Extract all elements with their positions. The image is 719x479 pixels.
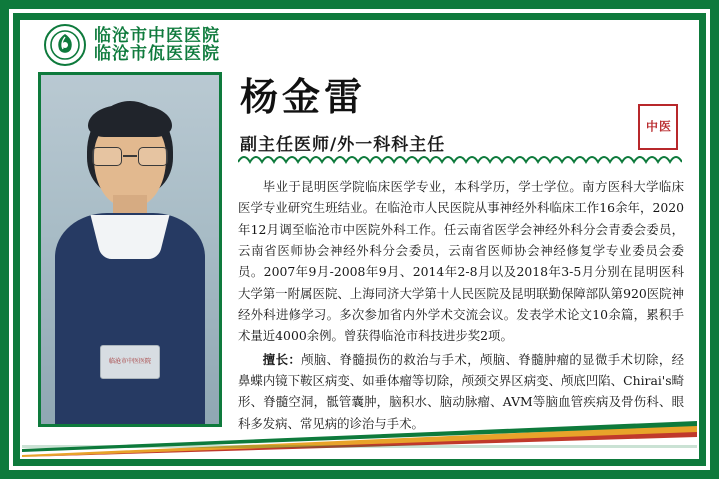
doctor-portrait-photo <box>41 75 219 424</box>
seal-column-left: 医 <box>657 120 672 134</box>
portrait-glasses-bridge <box>123 155 137 157</box>
corner-ornament-top-right <box>670 13 706 49</box>
hospital-name-line1: 临沧市中医医院 <box>94 25 220 46</box>
doctor-biography <box>238 176 684 436</box>
portrait-glasses <box>92 147 168 167</box>
portrait-id-badge: 临沧市中医医院 <box>100 345 160 379</box>
hospital-logo-block <box>44 24 220 66</box>
portrait-lens-right <box>138 147 168 166</box>
bottom-ribbon-decoration <box>22 421 697 457</box>
wave-divider <box>238 152 682 165</box>
doctor-name: 杨金雷 <box>240 74 367 119</box>
tcm-seal-stamp <box>638 104 678 150</box>
specialty-label: 擅长： <box>262 351 302 367</box>
portrait-fringe <box>88 105 172 137</box>
hospital-emblem-icon <box>44 24 86 66</box>
portrait-lens-left <box>92 147 122 166</box>
hospital-name-line2: 临沧市佤医医院 <box>94 44 220 64</box>
seal-column-right: 中 <box>644 120 659 134</box>
doctor-title: 副主任医师/外一科科主任 <box>240 135 446 155</box>
doctor-portrait-frame <box>38 72 222 427</box>
biography-paragraph: 毕业于昆明医学院临床医学专业，本科学历，学士学位。南方医科大学临床医学专业研究生班结业。在临沧市人民医院从事神经外科临床工作16余年，2020年12月调至临沧市中医院外科工作。任云南省医学会神经外科分会青委会委员，云南省医师协会神经外科分会委员，云南省医师协会神经修复学专业委员会委员。2007年9月-2008年9月、2014年2-8月以及2018年3-5月分别在昆明医科大学第一附属医院、上海同济大学第十人民医院及昆明联勤保障部队第920医院神经外科进修学习。多次参加省内外学术交流会议。发表学术论文10余篇，累积手术量近4000余例。曾获得临沧市科技进步奖2项。 <box>238 179 684 344</box>
hospital-name-text <box>94 27 220 64</box>
specialty-text: 颅脑、脊髓损伤的救治与手术，颅脑、脊髓肿瘤的显微手术切除，经鼻蝶内镜下鞍区病变、如垂体瘤等切除，颅颈交界区病变、颅底凹陷、Chirai's畸形、脊髓空洞，骶管囊肿，脑积水、脑动脉瘤、AVM等脑血管疾病及骨伤科、眼科多发病、常见病的诊治与手术。 <box>238 351 685 431</box>
